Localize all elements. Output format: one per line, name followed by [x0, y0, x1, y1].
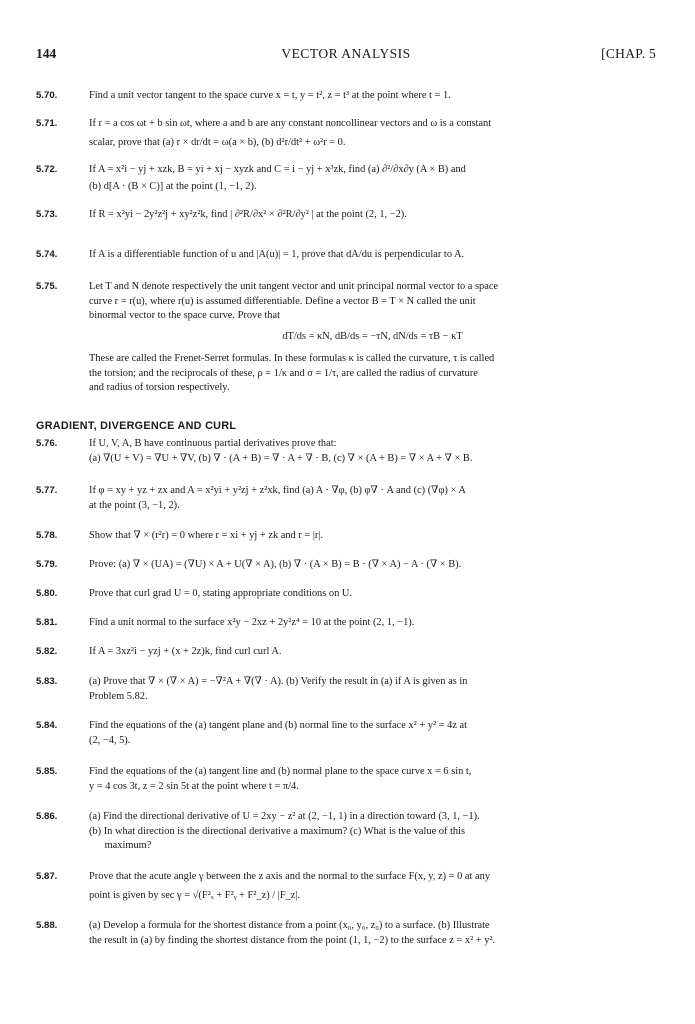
problem-text-line: These are called the Frenet-Serret formulas. In these formulas κ is called the curvature, τ is called: [89, 353, 495, 364]
problem-5-81: [36, 616, 656, 631]
problem-text-line: If A = x²i − yj + xzk, B = yi + xj − xyzk and C = i − yj + x³zk, find (a) ∂²/∂x∂y (A × B) and: [89, 164, 466, 175]
problem-text-line: (2, −4, 5).: [89, 734, 131, 746]
problem-text-line: maximum?: [89, 840, 152, 851]
problem-number: 5.88.: [36, 920, 58, 931]
problem-text-line: (a) Find the directional derivative of U = 2xy − z² at (2, −1, 1) in a direction toward (3, 1, −1).: [89, 811, 480, 822]
problem-text-line: the result in (a) by finding the shortest distance from the point (1, 1, −2) to the surface z = x² + y².: [89, 934, 496, 946]
problem-5-86: [36, 810, 656, 854]
section-heading: GRADIENT, DIVERGENCE AND CURL: [36, 420, 237, 432]
problem-number: 5.76.: [36, 438, 58, 449]
problem-text-line: Find the equations of the (a) tangent line and (b) normal plane to the space curve x = 6 sin t,: [89, 766, 472, 777]
problem-text-line: scalar, prove that (a) r × dr/dt = ω(a × b), (b) d²r/dt² + ω²r = 0.: [89, 136, 346, 148]
problem-number: 5.85.: [36, 766, 58, 777]
problem-5-83: [36, 675, 656, 704]
problem-number: 5.80.: [36, 588, 58, 599]
problem-text-line: Prove: (a) ∇ × (UA) = (∇U) × A + U(∇ × A), (b) ∇ · (A × B) = B · (∇ × A) − A · (∇ × B).: [89, 559, 462, 570]
problem-text-line: Prove that the acute angle γ between the z axis and the normal to the surface F(x, y, z) = 0 at any: [89, 871, 491, 882]
frenet-serret-formulas: dT/ds = κN, dB/ds = −τN, dN/ds = τB − κT: [282, 330, 463, 342]
problem-text-line: Prove that curl grad U = 0, stating appropriate conditions on U.: [89, 588, 352, 599]
problem-text-line: If A is a differentiable function of u and |A(u)| = 1, prove that dA/du is perpendicular to A.: [89, 249, 465, 260]
chapter-label: [CHAP. 5: [601, 46, 656, 61]
problem-5-74: [36, 248, 656, 263]
problem-number: 5.81.: [36, 617, 58, 628]
problem-text-line: y = 4 cos 3t, z = 2 sin 5t at the point where t = π/4.: [89, 780, 299, 792]
problem-5-70: [36, 89, 656, 104]
problem-5-78: [36, 529, 656, 544]
problem-text-line: (a) ∇(U + V) = ∇U + ∇V, (b) ∇ · (A + B) = ∇ · A + ∇ · B, (c) ∇ × (A + B) = ∇ × A + ∇ × B.: [89, 452, 473, 464]
problem-number: 5.84.: [36, 720, 58, 731]
problem-number: 5.83.: [36, 676, 58, 687]
problem-text-line: Show that ∇ × (r²r) = 0 where r = xi + yj + zk and r = |r|.: [89, 530, 324, 541]
problem-text-line: Find a unit vector tangent to the space curve x = t, y = t², z = t³ at the point where t = 1.: [89, 90, 451, 101]
problem-text-line: Let T and N denote respectively the unit tangent vector and unit principal normal vector to a space: [89, 281, 499, 292]
problem-text-line: binormal vector to the space curve. Prove that: [89, 310, 281, 321]
problem-5-84: [36, 719, 656, 748]
problem-number: 5.74.: [36, 249, 58, 260]
problem-number: 5.87.: [36, 871, 58, 882]
problem-text-line: (a) Develop a formula for the shortest distance from a point (x₀, y₀, z₀) to a surface. (b) Illustrate: [89, 920, 490, 931]
problem-text-line: Problem 5.82.: [89, 690, 148, 702]
problem-text-line: (a) Prove that ∇ × (∇ × A) = −∇²A + ∇(∇ · A). (b) Verify the result in (a) if A is given as in: [89, 676, 468, 687]
problem-5-80: [36, 587, 656, 602]
problem-5-76: [36, 437, 656, 466]
problem-text-line: at the point (3, −1, 2).: [89, 499, 180, 511]
problem-number: 5.79.: [36, 559, 58, 570]
problem-text-line: (b) d[A · (B × C)] at the point (1, −1, 2).: [89, 180, 257, 192]
problem-text-line: curve r = r(u), where r(u) is assumed differentiable. Define a vector B = T × N called the unit: [89, 295, 476, 307]
problem-text-line: If φ = xy + yz + zx and A = x²yi + y²zj + z²xk, find (a) A · ∇φ, (b) φ∇ · A and (c) (∇φ) × A: [89, 485, 466, 496]
problem-number: 5.86.: [36, 811, 58, 822]
problem-text-line: Find a unit normal to the surface x²y − 2xz + 2y²z⁴ = 10 at the point (2, 1, −1).: [89, 617, 415, 628]
problem-5-85: [36, 765, 656, 794]
problem-text-line: (b) In what direction is the directional derivative a maximum? (c) What is the value of this: [89, 825, 466, 837]
problem-text-line: Find the equations of the (a) tangent plane and (b) normal line to the surface x² + y² = 4z at: [89, 720, 468, 731]
problem-number: 5.71.: [36, 118, 58, 129]
problem-5-75: [36, 280, 656, 396]
problem-number: 5.70.: [36, 90, 58, 101]
problem-text-line: If R = x²yi − 2y²z²j + xy²z²k, find | ∂²R/∂x² × ∂²R/∂y² | at the point (2, 1, −2).: [89, 209, 407, 220]
problem-5-87: [36, 870, 656, 903]
problem-number: 5.73.: [36, 209, 58, 220]
problem-5-79: [36, 558, 656, 573]
problem-text-line: If U, V, A, B have continuous partial derivatives prove that:: [89, 438, 337, 449]
problem-5-77: [36, 484, 656, 513]
page-number: 144: [36, 46, 57, 61]
problem-number: 5.82.: [36, 646, 58, 657]
problem-5-72: [36, 163, 656, 194]
page-header: [36, 46, 656, 62]
problem-5-88: [36, 919, 656, 948]
problem-5-71: [36, 117, 656, 150]
problem-number: 5.75.: [36, 281, 58, 292]
problem-5-82: [36, 645, 656, 660]
problem-number: 5.77.: [36, 485, 58, 496]
problem-5-73: [36, 208, 656, 223]
problem-text-line: If A = 3xz²i − yzj + (x + 2z)k, find curl curl A.: [89, 646, 282, 657]
problem-text-line: point is given by sec γ = √(F²ₓ + F²ᵧ + F²_z) / |F_z|.: [89, 889, 301, 901]
problem-text-line: If r = a cos ωt + b sin ωt, where a and b are any constant noncollinear vectors and ω is a constant: [89, 118, 492, 129]
problem-number: 5.72.: [36, 164, 58, 175]
problem-text-line: and radius of torsion respectively.: [89, 382, 230, 393]
problem-number: 5.78.: [36, 530, 58, 541]
running-title: VECTOR ANALYSIS: [281, 46, 411, 61]
problem-text-line: the torsion; and the reciprocals of these, ρ = 1/κ and σ = 1/τ, are called the radius of curvature: [89, 367, 478, 379]
